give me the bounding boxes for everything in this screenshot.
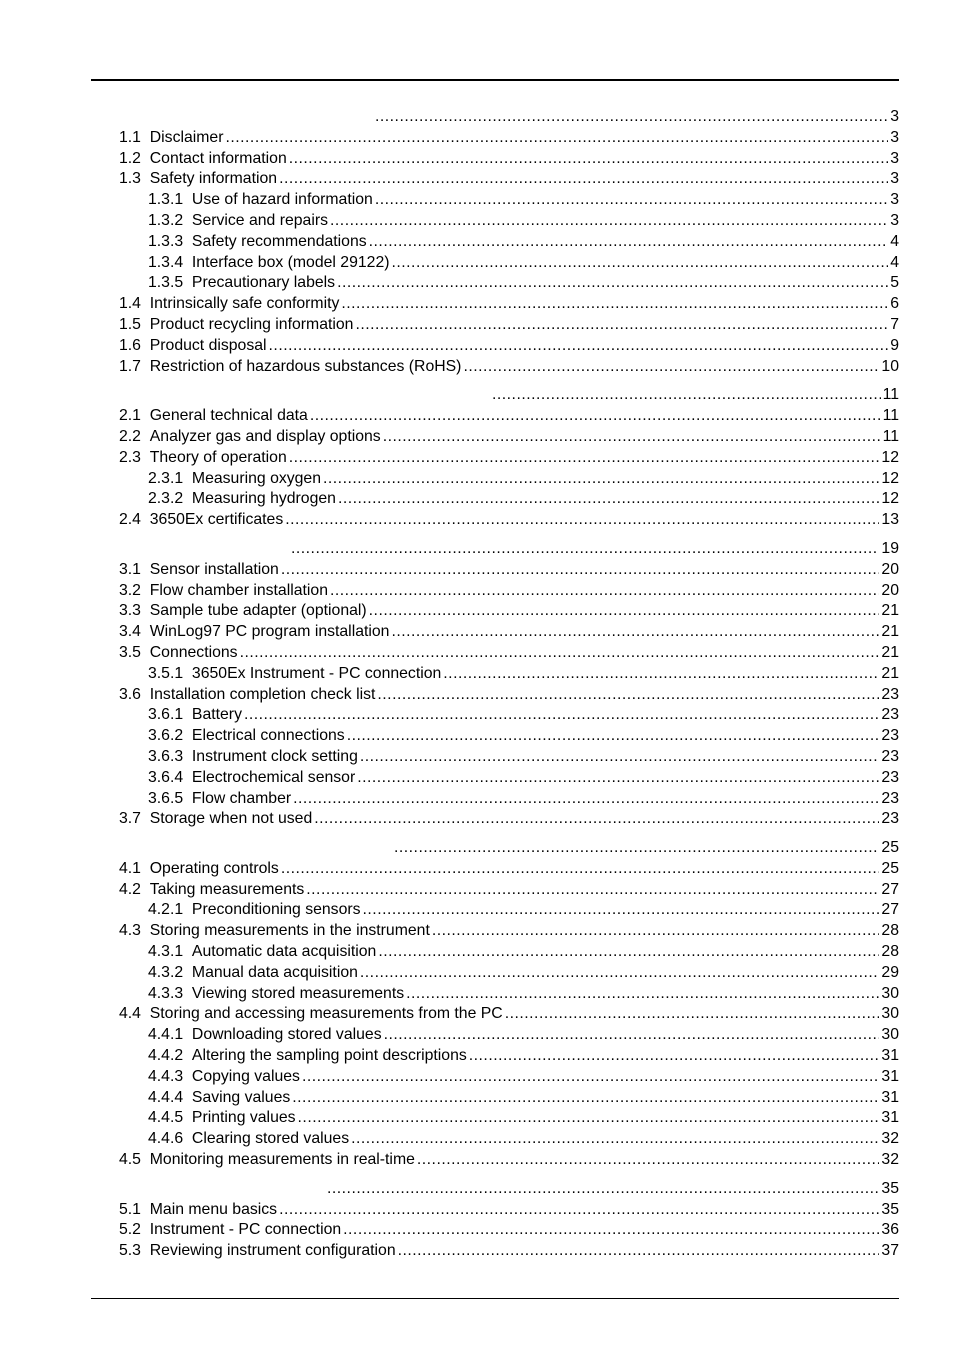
toc-dot-leader — [279, 1200, 879, 1221]
toc-page-number: 7 — [890, 315, 899, 333]
toc-entry-number: 4.2.1 — [148, 901, 184, 919]
toc-dot-leader — [289, 448, 880, 469]
toc-page-number: 25 — [881, 839, 899, 857]
toc-entry-title: Theory of operation — [149, 448, 287, 466]
toc-page-number: 3 — [890, 191, 899, 209]
toc-entry-number: 3.6.3 — [148, 747, 184, 765]
toc-entry[interactable] — [119, 469, 899, 490]
toc-entry[interactable] — [119, 357, 899, 378]
toc-chapter-entry[interactable] — [119, 539, 899, 560]
toc-entry[interactable] — [119, 294, 899, 315]
toc-entry-number: 4.3.2 — [148, 963, 184, 981]
toc-entry-number: 2.2 — [119, 427, 141, 445]
toc-dot-leader — [394, 838, 879, 859]
toc-entry-title: Flow chamber installation — [149, 581, 328, 599]
toc-entry-number: 4.4.6 — [148, 1130, 184, 1148]
toc-entry-number: 1.5 — [119, 315, 141, 333]
toc-entry-number: 1.1 — [119, 128, 141, 146]
toc-page-number: 3 — [890, 108, 899, 125]
toc-entry-number: 5.3 — [119, 1242, 141, 1260]
toc-entry-number: 4.3 — [119, 922, 141, 940]
toc-entry-title: Instrument clock setting — [191, 747, 358, 765]
toc-entry-title: Preconditioning sensors — [191, 901, 361, 919]
toc-entry-title: Contact information — [149, 149, 287, 167]
header-rule — [91, 79, 899, 81]
toc-page-number: 23 — [881, 747, 899, 765]
toc-dot-leader — [314, 809, 879, 830]
toc-dot-leader — [347, 726, 880, 747]
toc-page-number: 31 — [881, 1067, 899, 1085]
toc-entry-number: 1.3.1 — [148, 191, 184, 209]
toc-page-number: 3 — [890, 211, 899, 229]
footer-rule — [91, 1298, 899, 1299]
toc-dot-leader — [289, 149, 888, 170]
toc-dot-leader — [417, 1150, 880, 1171]
toc-dot-leader — [369, 601, 880, 622]
toc-entry[interactable] — [119, 643, 899, 664]
toc-dot-leader — [293, 789, 879, 810]
toc-entry[interactable] — [119, 1200, 899, 1221]
toc-dot-leader — [343, 1220, 879, 1241]
toc-entry-title: Restriction of hazardous substances (RoHS) — [149, 357, 462, 375]
toc-dot-leader — [355, 315, 888, 336]
toc-entry[interactable] — [119, 232, 899, 253]
toc-entry[interactable] — [119, 406, 899, 427]
toc-page-number: 30 — [881, 1026, 899, 1044]
toc-dot-leader — [392, 253, 889, 274]
toc-entry-title: Flow chamber — [191, 789, 292, 807]
toc-entry-title: Analyzer gas and display options — [149, 427, 381, 445]
toc-entry-title: Copying values — [191, 1067, 300, 1085]
toc-dot-leader — [330, 211, 888, 232]
toc-page-number: 31 — [881, 1109, 899, 1127]
toc-dot-leader — [338, 489, 879, 510]
toc-entry-title: Storing measurements in the instrument — [149, 922, 430, 940]
toc-entry-title: WinLog97 PC program installation — [149, 623, 390, 641]
toc-dot-leader — [383, 427, 881, 448]
toc-page-number: 12 — [881, 448, 899, 466]
toc-page-number: 32 — [881, 1130, 899, 1148]
toc-entry-number: 4.4.3 — [148, 1067, 184, 1085]
toc-entry[interactable] — [119, 809, 899, 830]
toc-entry[interactable] — [119, 273, 899, 294]
toc-dot-leader — [505, 1004, 880, 1025]
toc-dot-leader — [291, 539, 879, 560]
toc-dot-leader — [360, 747, 880, 768]
toc-dot-leader — [302, 1067, 879, 1088]
toc-entry-number: 3.5.1 — [148, 664, 184, 682]
toc-page-number: 27 — [881, 880, 899, 898]
toc-entry[interactable] — [119, 921, 899, 942]
toc-page-number: 21 — [881, 623, 899, 641]
toc-chapter-entry[interactable] — [119, 385, 899, 406]
toc-entry-number: 1.3.4 — [148, 253, 184, 271]
toc-entry-number: 1.3.3 — [148, 232, 184, 250]
toc-entry[interactable] — [119, 1025, 899, 1046]
toc-dot-leader — [244, 705, 879, 726]
toc-page-number: 20 — [881, 560, 899, 578]
toc-entry-number: 4.1 — [119, 859, 141, 877]
toc-entry-number: 4.4.5 — [148, 1109, 184, 1127]
toc-page-number: 9 — [890, 336, 899, 354]
toc-dot-leader — [384, 1025, 880, 1046]
toc-entry[interactable] — [119, 190, 899, 211]
toc-page-number: 11 — [882, 386, 899, 404]
toc-entry-number: 2.4 — [119, 511, 141, 529]
toc-page-number: 37 — [881, 1242, 899, 1260]
toc-chapter-entry[interactable] — [119, 838, 899, 859]
toc-entry-title: Battery — [191, 706, 242, 724]
toc-dot-leader — [375, 107, 888, 128]
toc-entry[interactable] — [119, 685, 899, 706]
toc-dot-leader — [463, 357, 879, 378]
toc-entry[interactable] — [119, 510, 899, 531]
toc-entry-number: 2.1 — [119, 407, 141, 425]
toc-entry-number: 5.1 — [119, 1200, 141, 1218]
toc-entry[interactable] — [119, 747, 899, 768]
toc-page-number: 3 — [890, 149, 899, 167]
toc-dot-leader — [225, 128, 888, 149]
toc-entry-title: Product recycling information — [149, 315, 354, 333]
toc-entry-number: 3.7 — [119, 810, 141, 828]
toc-entry-title: Monitoring measurements in real-time — [149, 1151, 415, 1169]
toc-entry-number: 2.3.2 — [148, 490, 184, 508]
toc-entry-number: 3.5 — [119, 643, 141, 661]
toc-entry-title: Measuring oxygen — [191, 469, 322, 487]
toc-entry-number: 4.3.3 — [148, 984, 184, 1002]
toc-dot-leader — [310, 406, 881, 427]
toc-entry-number: 3.6.1 — [148, 706, 184, 724]
toc-chapter-entry[interactable] — [119, 107, 899, 128]
toc-entry-number: 3.3 — [119, 602, 141, 620]
toc-entry-title: Altering the sampling point descriptions — [191, 1047, 467, 1065]
toc-entry-number: 4.4.2 — [148, 1047, 184, 1065]
toc-entry-number: 2.3.1 — [148, 469, 184, 487]
toc-entry-title: Intrinsically safe conformity — [149, 295, 340, 313]
toc-entry[interactable] — [119, 1108, 899, 1129]
toc-entry-title: Electrochemical sensor — [191, 768, 356, 786]
toc-entry-title: Automatic data acquisition — [191, 943, 377, 961]
toc-dot-leader — [398, 1241, 880, 1262]
toc-entry[interactable] — [119, 211, 899, 232]
toc-page-number: 3 — [890, 128, 899, 146]
toc-entry-number: 1.7 — [119, 357, 141, 375]
toc-entry[interactable] — [119, 880, 899, 901]
toc-dot-leader — [351, 1129, 879, 1150]
toc-entry[interactable] — [119, 253, 899, 274]
toc-entry-title: Printing values — [191, 1109, 296, 1127]
toc-entry-number: 4.4.1 — [148, 1026, 184, 1044]
toc-page-number: 30 — [881, 984, 899, 1002]
toc-entry[interactable] — [119, 560, 899, 581]
toc-page-number: 23 — [881, 727, 899, 745]
toc-entry-title: Electrical connections — [191, 727, 345, 745]
toc-page-number: 10 — [881, 357, 899, 375]
toc-dot-leader — [279, 169, 888, 190]
toc-dot-leader — [406, 984, 879, 1005]
toc-page-number: 23 — [881, 768, 899, 786]
toc-entry[interactable] — [119, 1150, 899, 1171]
toc-entry-number: 4.4.4 — [148, 1088, 184, 1106]
toc-page-number: 19 — [881, 539, 899, 557]
toc-page-number: 30 — [881, 1005, 899, 1023]
toc-entry-number: 3.4 — [119, 623, 141, 641]
toc-entry[interactable] — [119, 448, 899, 469]
toc-entry-title: Taking measurements — [149, 880, 305, 898]
toc-entry-number: 4.5 — [119, 1151, 141, 1169]
toc-entry-title: Safety information — [149, 170, 278, 188]
toc-page-number: 11 — [882, 427, 899, 445]
toc-dot-leader — [369, 232, 889, 253]
toc-dot-leader — [375, 190, 888, 211]
toc-entry[interactable] — [119, 1067, 899, 1088]
toc-entry[interactable] — [119, 581, 899, 602]
toc-dot-leader — [492, 385, 881, 406]
toc-dot-leader — [360, 963, 880, 984]
toc-entry-title: Service and repairs — [191, 211, 329, 229]
toc-entry-title: Main menu basics — [149, 1200, 278, 1218]
toc-entry-number: 3.6.5 — [148, 789, 184, 807]
toc-entry-title: Manual data acquisition — [191, 963, 358, 981]
toc-dot-leader — [298, 1108, 880, 1129]
toc-page-number: 28 — [881, 922, 899, 940]
toc-entry-title: Use of hazard information — [191, 191, 373, 209]
toc-entry-number: 1.2 — [119, 149, 141, 167]
toc-entry[interactable] — [119, 726, 899, 747]
toc-entry[interactable] — [119, 664, 899, 685]
toc-entry-title: Precautionary labels — [191, 274, 336, 292]
toc-page-number: 28 — [881, 943, 899, 961]
toc-entry[interactable] — [119, 489, 899, 510]
toc-entry[interactable] — [119, 984, 899, 1005]
toc-page-number: 21 — [881, 664, 899, 682]
toc-dot-leader — [285, 510, 879, 531]
toc-page-number: 31 — [881, 1088, 899, 1106]
toc-entry-title: Connections — [149, 643, 238, 661]
toc-dot-leader — [240, 643, 880, 664]
toc-entry-title: Storage when not used — [149, 810, 313, 828]
toc-entry-title: Installation completion check list — [149, 685, 376, 703]
toc-dot-leader — [327, 1179, 879, 1200]
toc-entry-number: 5.2 — [119, 1221, 141, 1239]
toc-dot-leader — [306, 880, 879, 901]
toc-dot-leader — [330, 581, 879, 602]
toc-entry[interactable] — [119, 1004, 899, 1025]
toc-entry[interactable] — [119, 900, 899, 921]
toc-entry[interactable] — [119, 601, 899, 622]
toc-entry-title: Disclaimer — [149, 128, 224, 146]
toc-entry[interactable] — [119, 859, 899, 880]
toc-entry-number: 3.6 — [119, 685, 141, 703]
toc-page-number: 4 — [890, 232, 899, 250]
toc-entry[interactable] — [119, 1046, 899, 1067]
toc-entry-title: 3650Ex Instrument - PC connection — [191, 664, 442, 682]
toc-entry-title: Sample tube adapter (optional) — [149, 602, 367, 620]
toc-entry-number: 2.3 — [119, 448, 141, 466]
toc-page-number: 21 — [881, 643, 899, 661]
toc-entry[interactable] — [119, 169, 899, 190]
toc-entry-title: Clearing stored values — [191, 1130, 350, 1148]
toc-dot-leader — [281, 859, 880, 880]
toc-entry-title: Measuring hydrogen — [191, 490, 336, 508]
table-of-contents — [119, 107, 899, 1262]
toc-entry[interactable] — [119, 427, 899, 448]
toc-page-number: 25 — [881, 859, 899, 877]
toc-page-number: 20 — [881, 581, 899, 599]
toc-entry[interactable] — [119, 768, 899, 789]
toc-entry[interactable] — [119, 1088, 899, 1109]
toc-entry-title: Reviewing instrument configuration — [149, 1242, 396, 1260]
toc-entry-number: 1.3.5 — [148, 274, 184, 292]
toc-entry[interactable] — [119, 963, 899, 984]
toc-dot-leader — [281, 560, 880, 581]
toc-page-number: 21 — [881, 602, 899, 620]
toc-entry[interactable] — [119, 705, 899, 726]
toc-entry[interactable] — [119, 336, 899, 357]
toc-dot-leader — [391, 622, 879, 643]
toc-page-number: 32 — [881, 1151, 899, 1169]
toc-entry-number: 1.6 — [119, 336, 141, 354]
toc-entry-number: 3.6.4 — [148, 768, 184, 786]
toc-entry-title: Instrument - PC connection — [149, 1221, 342, 1239]
toc-entry[interactable] — [119, 789, 899, 810]
toc-page-number: 6 — [890, 295, 899, 313]
toc-dot-leader — [432, 921, 880, 942]
toc-entry-title: Interface box (model 29122) — [191, 253, 390, 271]
toc-entry[interactable] — [119, 149, 899, 170]
toc-page-number: 3 — [890, 170, 899, 188]
toc-page-number: 31 — [881, 1047, 899, 1065]
toc-dot-leader — [363, 900, 880, 921]
toc-entry-title: General technical data — [149, 407, 308, 425]
toc-dot-leader — [443, 664, 879, 685]
toc-page-number: 23 — [881, 685, 899, 703]
toc-dot-leader — [269, 336, 889, 357]
toc-entry-number: 4.4 — [119, 1005, 141, 1023]
toc-entry[interactable] — [119, 315, 899, 336]
toc-page-number: 29 — [881, 963, 899, 981]
toc-entry-title: Safety recommendations — [191, 232, 367, 250]
toc-entry-title: Sensor installation — [149, 560, 279, 578]
toc-page-number: 5 — [890, 274, 899, 292]
toc-entry-title: Viewing stored measurements — [191, 984, 405, 1002]
toc-entry-title: Saving values — [191, 1088, 291, 1106]
toc-entry-number: 3.2 — [119, 581, 141, 599]
toc-page-number: 36 — [881, 1221, 899, 1239]
toc-entry-title: Product disposal — [149, 336, 267, 354]
toc-entry-title: Operating controls — [149, 859, 279, 877]
toc-dot-leader — [337, 273, 888, 294]
toc-page-number: 23 — [881, 810, 899, 828]
toc-page-number: 35 — [881, 1179, 899, 1197]
toc-dot-leader — [377, 685, 879, 706]
toc-entry-title: Storing and accessing measurements from the PC — [149, 1005, 503, 1023]
toc-entry[interactable] — [119, 942, 899, 963]
toc-entry-number: 1.4 — [119, 295, 141, 313]
toc-entry[interactable] — [119, 128, 899, 149]
toc-entry-number: 3.6.2 — [148, 727, 184, 745]
toc-entry-title: Downloading stored values — [191, 1026, 382, 1044]
toc-dot-leader — [469, 1046, 880, 1067]
toc-page-number: 23 — [881, 706, 899, 724]
toc-entry-title: 3650Ex certificates — [149, 511, 284, 529]
toc-entry[interactable] — [119, 622, 899, 643]
toc-page-number: 11 — [882, 407, 899, 425]
toc-page-number: 12 — [881, 490, 899, 508]
toc-dot-leader — [292, 1088, 879, 1109]
toc-entry-number: 4.2 — [119, 880, 141, 898]
toc-page-number: 13 — [881, 511, 899, 529]
toc-chapter-entry[interactable] — [119, 1179, 899, 1200]
toc-dot-leader — [378, 942, 879, 963]
toc-entry[interactable] — [119, 1129, 899, 1150]
toc-entry-number: 4.3.1 — [148, 943, 184, 961]
toc-entry-number: 1.3.2 — [148, 211, 184, 229]
toc-page-number: 4 — [890, 253, 899, 271]
toc-dot-leader — [341, 294, 888, 315]
toc-page-number: 12 — [881, 469, 899, 487]
toc-entry[interactable] — [119, 1241, 899, 1262]
toc-entry[interactable] — [119, 1220, 899, 1241]
toc-page-number: 27 — [881, 901, 899, 919]
toc-page-number: 23 — [881, 789, 899, 807]
toc-dot-leader — [357, 768, 879, 789]
toc-dot-leader — [323, 469, 879, 490]
toc-page-number: 35 — [881, 1200, 899, 1218]
toc-entry-number: 3.1 — [119, 560, 141, 578]
toc-entry-number: 1.3 — [119, 170, 141, 188]
